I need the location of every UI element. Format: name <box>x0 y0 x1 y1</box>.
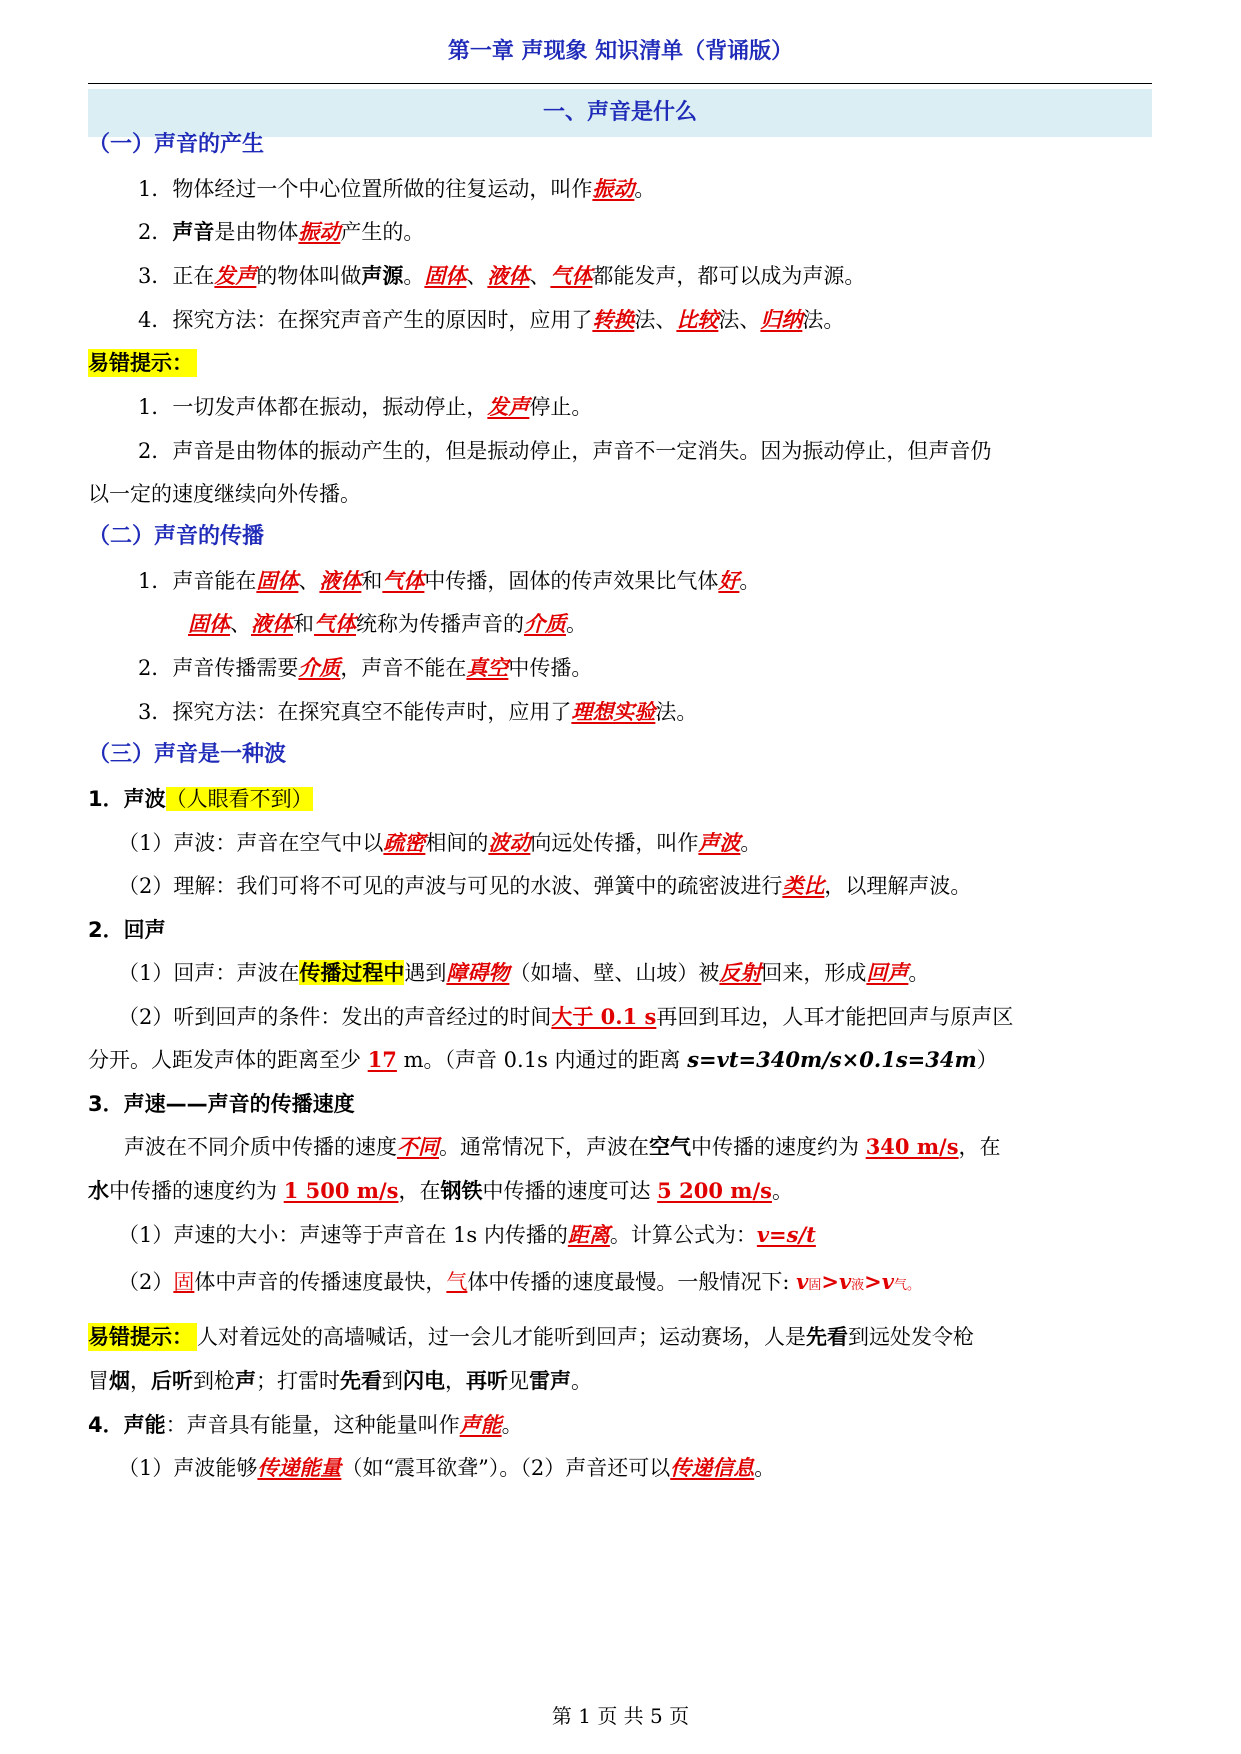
heading-echo: 2．回声 <box>88 918 166 942</box>
heading-sound-energy: 4．声能：声音具有能量，这种能量叫作声能。 <box>88 1412 523 1437</box>
text-line: 水中传播的速度约为 1 500 m/s，在钢铁中传播的速度可达 5 200 m/s。 <box>88 1178 793 1203</box>
warning-label: 易错提示： <box>88 1323 197 1351</box>
text-line: 以一定的速度继续向外传播。 <box>88 482 361 506</box>
text-line: 2．声音是由物体振动产生的。 <box>138 219 425 244</box>
text-line: 1．物体经过一个中心位置所做的往复运动，叫作振动。 <box>138 176 656 201</box>
page-number: 第 1 页 共 5 页 <box>551 1704 690 1728</box>
subheading-sound-wave: （三）声音是一种波 <box>88 742 287 767</box>
text-line: 1．一切发声体都在振动，振动停止，发声停止。 <box>138 394 593 419</box>
warning-label: 易错提示： <box>88 349 197 377</box>
heading-sound-speed: 3．声速——声音的传播速度 <box>88 1092 355 1116</box>
subheading-sound-production: （一）声音的产生 <box>88 132 265 157</box>
warning-line <box>88 348 1152 378</box>
text-line: 3．探究方法：在探究真空不能传声时，应用了理想实验法。 <box>138 699 698 724</box>
text-line: 2．声音是由物体的振动产生的，但是振动停止，声音不一定消失。因为振动停止，但声音仍 <box>138 439 992 463</box>
text-line: （2）固体中声音的传播速度最快，气体中传播的速度最慢。一般情况下: v固>v液>v气。 <box>118 1269 921 1294</box>
text-line: 分开。人距发声体的距离至少 17 m。（声音 0.1s 内通过的距离 s=vt=340m/s×0.1s=34m） <box>88 1047 998 1072</box>
document-title: 第一章 声现象 知识清单（背诵版） <box>447 39 794 64</box>
header-rule <box>88 83 1152 84</box>
text-line: （1）声速的大小：声速等于声音在 1s 内传播的距离。计算公式为：v=s/t <box>118 1222 816 1247</box>
text-line: （2）理解：我们可将不可见的声波与可见的水波、弹簧中的疏密波进行类比，以理解声波。 <box>118 873 972 898</box>
text-line: 4．探究方法：在探究声音产生的原因时，应用了转换法、比较法、归纳法。 <box>138 307 845 332</box>
subheading-sound-propagation: （二）声音的传播 <box>88 524 265 549</box>
text-line: （1）声波能够传递能量（如“震耳欲聋”）。（2）声音还可以传递信息。 <box>118 1455 776 1480</box>
text-line: 冒烟，后听到枪声；打雷时先看到闪电，再听见雷声。 <box>88 1368 592 1393</box>
text-line: （1）回声：声波在传播过程中遇到障碍物（如墙、壁、山坡）被反射回来，形成回声。 <box>118 960 930 985</box>
text-line: 1．声音能在固体、液体和气体中传播，固体的传声效果比气体好。 <box>138 568 761 593</box>
text-line: 固体、液体和气体统称为传播声音的介质。 <box>188 611 587 636</box>
text-line: 2．声音传播需要介质，声音不能在真空中传播。 <box>138 655 593 680</box>
heading-sound-wave: 1．声波（人眼看不到） <box>88 787 313 811</box>
warning-line: 易错提示： 人对着远处的高墙喊话，过一会儿才能听到回声；运动赛场，人是先看到远处发令枪 <box>88 1324 974 1349</box>
text-line: （1）声波：声音在空气中以疏密相间的波动向远处传播，叫作声波。 <box>118 830 762 855</box>
text-line: 3．正在发声的物体叫做声源。固体、液体、气体都能发声，都可以成为声源。 <box>138 263 866 288</box>
section-title-band: 一、声音是什么 <box>88 89 1152 137</box>
text-line: （2）听到回声的条件：发出的声音经过的时间大于 0.1 s再回到耳边，人耳才能把回声与原声区 <box>118 1004 1014 1029</box>
text-line: 声波在不同介质中传播的速度不同。通常情况下，声波在空气中传播的速度约为 340 m/s，在 <box>124 1134 1001 1159</box>
